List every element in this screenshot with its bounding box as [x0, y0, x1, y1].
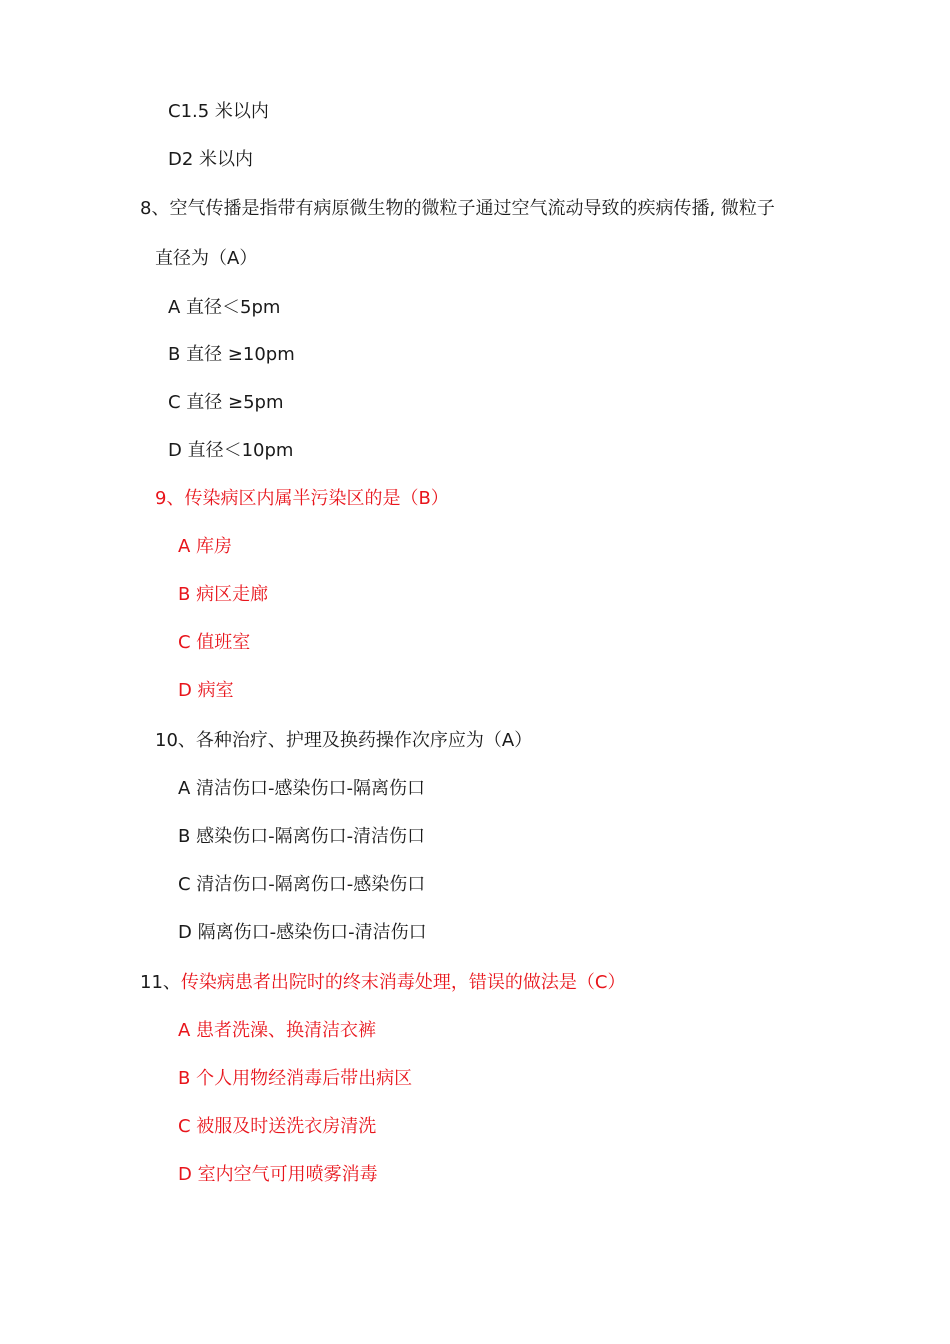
- q8-option-b: B 直径 ≥10pm: [168, 344, 295, 365]
- q11-question-text: 传染病患者出院时的终末消毒处理，错误的做法是（C）: [180, 972, 626, 993]
- q9-option-d: D 病室: [178, 680, 234, 701]
- q9-question: 9、传染病区内属半污染区的是（B）: [155, 488, 449, 509]
- q11-option-d: D 室内空气可用喷雾消毒: [178, 1164, 378, 1185]
- q7-option-c: C1.5 米以内: [168, 101, 269, 122]
- q10-option-c: C 清洁伤口-隔离伤口-感染伤口: [178, 874, 426, 895]
- q11-option-b: B 个人用物经消毒后带出病区: [178, 1068, 413, 1089]
- q8-option-a: A 直径＜5pm: [168, 297, 281, 318]
- q8-question-line1: 8、空气传播是指带有病原微生物的微粒子通过空气流动导致的疾病传播, 微粒子: [140, 198, 775, 219]
- q9-option-a: A 库房: [178, 536, 233, 557]
- q8-option-c: C 直径 ≥5pm: [168, 392, 284, 413]
- q8-question-line2: 直径为（A）: [155, 248, 258, 269]
- q11-number: 11、: [140, 972, 181, 993]
- q10-option-d: D 隔离伤口-感染伤口-清洁伤口: [178, 922, 427, 943]
- q10-option-a: A 清洁伤口-感染伤口-隔离伤口: [178, 778, 426, 799]
- q9-option-b: B 病区走廊: [178, 584, 269, 605]
- q11-option-c: C 被服及时送洗衣房清洗: [178, 1116, 377, 1137]
- q11-question: [140, 971, 625, 995]
- q10-option-b: B 感染伤口-隔离伤口-清洁伤口: [178, 826, 426, 847]
- q8-option-d: D 直径＜10pm: [168, 440, 294, 461]
- q11-option-a: A 患者洗澡、换清洁衣裤: [178, 1020, 377, 1041]
- q9-option-c: C 值班室: [178, 632, 251, 653]
- q10-question: 10、各种治疗、护理及换药操作次序应为（A）: [155, 730, 533, 751]
- q7-option-d: D2 米以内: [168, 149, 254, 170]
